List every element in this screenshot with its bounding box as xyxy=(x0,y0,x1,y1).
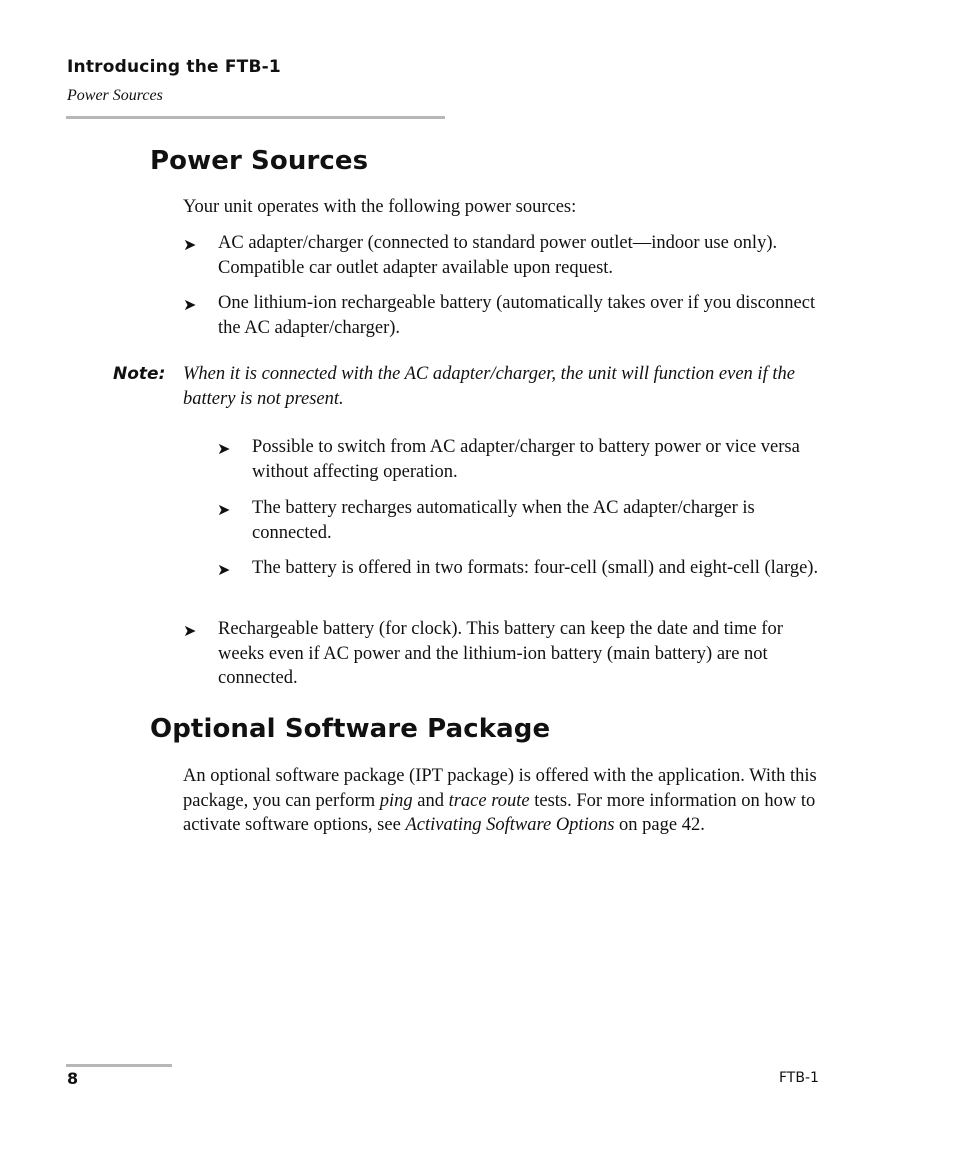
bullet-text: Rechargeable battery (for clock). This battery can keep the date and time for weeks even if AC power and the lithium-ion battery (main battery) are not connected. xyxy=(218,619,783,688)
arrowhead-right-icon: ➤ xyxy=(217,439,231,458)
optional-software-paragraph xyxy=(183,764,823,838)
arrowhead-right-icon: ➤ xyxy=(217,560,231,579)
note-label: Note: xyxy=(113,364,166,384)
sub-bullet-text: The battery recharges automatically when the AC adapter/charger is connected. xyxy=(252,498,755,543)
trace-route-term: trace route xyxy=(448,790,530,811)
page-number: 8 xyxy=(67,1069,79,1088)
sub-bullet-item xyxy=(217,496,823,545)
arrowhead-right-icon: ➤ xyxy=(217,500,231,519)
footer-product-name: FTB-1 xyxy=(779,1070,819,1086)
arrowhead-right-icon: ➤ xyxy=(183,621,197,640)
cross-reference-link[interactable]: Activating Software Options xyxy=(405,815,615,835)
power-sources-intro: Your unit operates with the following power sources: xyxy=(183,197,577,217)
arrowhead-right-icon: ➤ xyxy=(183,295,197,314)
optional-software-heading: Optional Software Package xyxy=(150,714,551,744)
sub-bullet-item xyxy=(217,556,823,583)
bullet-text: One lithium-ion rechargeable battery (automatically takes over if you disconnect the AC adapter/charger). xyxy=(218,293,816,338)
bullet-item xyxy=(183,231,823,280)
sub-bullet-text: The battery is offered in two formats: four-cell (small) and eight-cell (large). xyxy=(252,558,819,578)
sub-bullet-item xyxy=(217,435,823,484)
note-block xyxy=(113,362,823,411)
paragraph-text: An optional software package (IPT package) is offered with the application. With this package, you can perform xyxy=(183,766,817,811)
sub-bullet-text: Possible to switch from AC adapter/charger to battery power or vice versa without affecting operation. xyxy=(252,437,800,482)
ping-term: ping xyxy=(379,790,413,811)
bullet-text: AC adapter/charger (connected to standard power outlet—indoor use only). Compatible car outlet adapter available upon request. xyxy=(218,233,778,278)
paragraph-text: on page 42. xyxy=(614,815,705,835)
footer-rule xyxy=(66,1064,172,1067)
power-sources-heading: Power Sources xyxy=(150,146,369,176)
running-header-chapter: Introducing the FTB-1 xyxy=(67,57,281,77)
paragraph-text: tests. For more information on how to activate software options, see xyxy=(183,790,816,835)
running-header-section: Power Sources xyxy=(67,87,163,104)
bullet-item xyxy=(183,291,823,340)
arrowhead-right-icon: ➤ xyxy=(183,235,197,254)
note-text: When it is connected with the AC adapter/charger, the unit will function even if the battery is not present. xyxy=(183,364,795,409)
header-rule xyxy=(66,116,445,119)
bullet-item xyxy=(183,617,823,691)
paragraph-text: and xyxy=(412,790,449,811)
